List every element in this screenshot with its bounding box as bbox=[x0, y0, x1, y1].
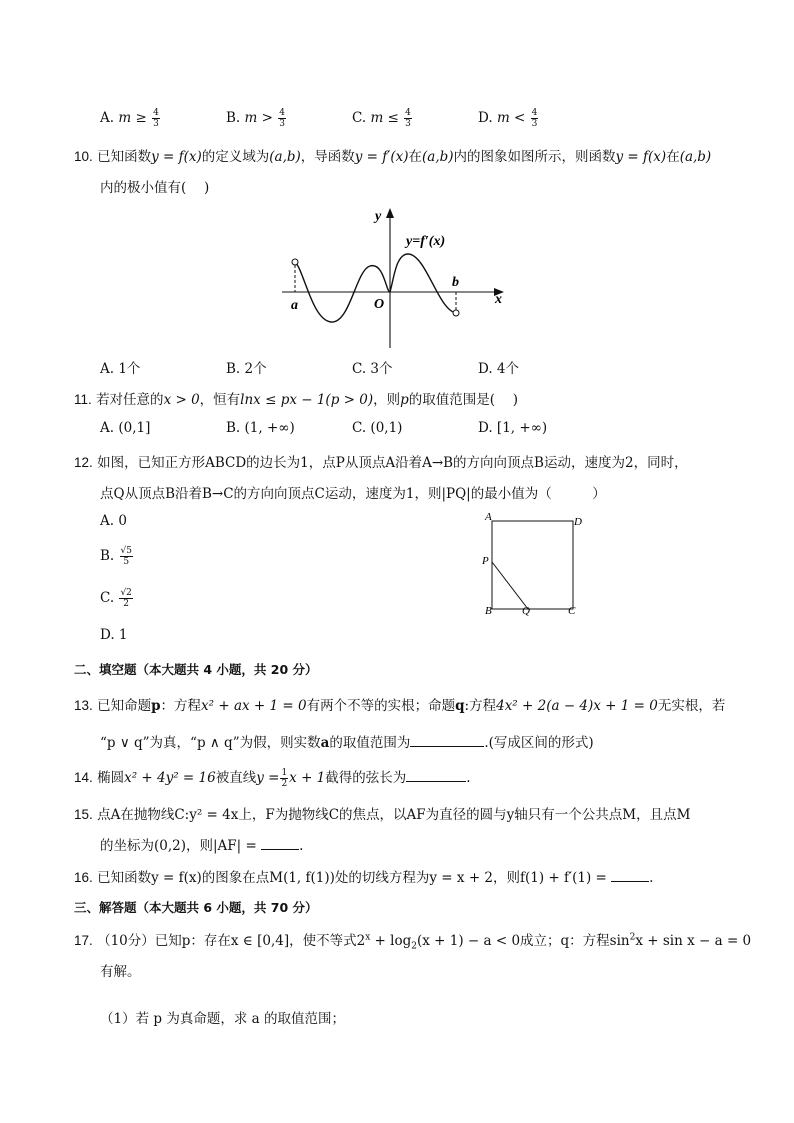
section-fill-in-title: 二、填空题（本大题共 4 小题，共 20 分） bbox=[74, 662, 318, 677]
label-Q: Q bbox=[522, 605, 530, 617]
label-a: a bbox=[291, 298, 298, 313]
option-label: B. bbox=[100, 548, 115, 564]
text: (x + 1) − a < 0成立；q：方程sin bbox=[416, 933, 630, 949]
q16-stem bbox=[74, 866, 653, 886]
numerator: √5 bbox=[120, 546, 132, 556]
text: 内的图象如图所示，则函数 bbox=[453, 149, 616, 165]
fraction bbox=[531, 108, 539, 129]
q11-option-d: D. [1, +∞) bbox=[478, 420, 548, 436]
q12-square-figure bbox=[478, 508, 588, 622]
q11-stem bbox=[74, 388, 518, 408]
text: 截得的弦长为 bbox=[325, 770, 407, 786]
text: 在 bbox=[408, 149, 422, 165]
q9-option-c bbox=[352, 108, 413, 129]
variable-m: m bbox=[496, 110, 510, 126]
fraction bbox=[120, 546, 133, 567]
square-abcd bbox=[492, 521, 573, 609]
q9-option-b bbox=[226, 108, 287, 129]
q12-option-b bbox=[100, 546, 134, 567]
q10-derivative-graph bbox=[276, 200, 516, 355]
text: 已知函数 bbox=[97, 149, 152, 165]
math-interval: (a,b) bbox=[679, 149, 712, 165]
label-B: B bbox=[485, 605, 492, 617]
q12-option-d: D. 1 bbox=[100, 627, 128, 643]
text: 已知命题 bbox=[97, 698, 152, 714]
math-q: q bbox=[455, 698, 465, 714]
q15-line2 bbox=[100, 834, 303, 854]
text: 的定义域为 bbox=[201, 149, 270, 165]
question-number: 12. bbox=[74, 455, 93, 470]
denominator: 3 bbox=[531, 119, 538, 129]
numerator: √2 bbox=[120, 588, 132, 598]
question-number: 11. bbox=[74, 392, 92, 407]
text: x + sin x − a = 0 bbox=[635, 933, 752, 949]
denominator: 3 bbox=[153, 119, 159, 129]
math-eq2: 4x² + 2(a − 4)x + 1 = 0 bbox=[496, 698, 658, 714]
q10-line1 bbox=[74, 145, 711, 165]
text: 已知函数y = f(x)的图象在点M(1, f(1))处的切线方程为y = x + 2，则f(1) + f′(1) = bbox=[97, 870, 607, 886]
section-answer-title: 三、解答题（本大题共 6 小题，共 70 分） bbox=[74, 900, 318, 915]
question-number: 13. bbox=[74, 698, 93, 713]
denominator: 2 bbox=[123, 599, 130, 609]
text: ，导函数 bbox=[300, 149, 355, 165]
math-line: y = bbox=[256, 770, 280, 786]
question-number: 14. bbox=[74, 770, 93, 785]
q12-option-c bbox=[100, 588, 134, 609]
fraction-half bbox=[280, 768, 288, 789]
numerator: 1 bbox=[281, 768, 288, 778]
answer-blank[interactable] bbox=[406, 769, 466, 782]
q14-stem bbox=[74, 766, 471, 789]
math-eq1: x² + ax + 1 = 0 bbox=[201, 698, 307, 714]
text: “p ∨ q”为真，“p ∧ q”为假，则实数 bbox=[100, 735, 321, 751]
open-endpoint-a bbox=[292, 259, 298, 265]
math-ineq: lnx ≤ px − 1(p > 0) bbox=[240, 392, 374, 408]
option-label: A. bbox=[100, 110, 115, 126]
option-label: D. bbox=[478, 110, 493, 126]
q10-option-a: A. 1个 bbox=[100, 361, 141, 377]
subscript: 2 bbox=[411, 941, 417, 952]
fraction bbox=[119, 588, 132, 609]
relation: ≥ bbox=[135, 110, 147, 126]
q12-option-a: A. 0 bbox=[100, 513, 127, 529]
q12-line1 bbox=[74, 451, 688, 471]
text: ，恒有 bbox=[199, 392, 241, 408]
text: .(写成区间的形式) bbox=[484, 735, 594, 751]
text: 若对任意的 bbox=[96, 392, 164, 408]
text: 无实根，若 bbox=[657, 698, 726, 714]
math-interval: (a,b) bbox=[269, 149, 301, 165]
q11-option-c: C. (0,1) bbox=[352, 420, 403, 436]
text: ，则 bbox=[373, 392, 401, 408]
text: 如图，已知正方形ABCD的边长为1，点P从顶点A沿着A→B的方向向顶点B运动，速度为2，同时， bbox=[97, 455, 688, 471]
text: 有两个不等的实根；命题 bbox=[306, 698, 456, 714]
relation: ≤ bbox=[387, 110, 399, 126]
label-y: y bbox=[375, 209, 382, 224]
fraction bbox=[278, 108, 286, 129]
q10-option-d: D. 4个 bbox=[478, 361, 520, 377]
text: . bbox=[299, 838, 304, 854]
math-line: x + 1 bbox=[289, 770, 326, 786]
question-number: 15. bbox=[74, 807, 93, 822]
denominator: 3 bbox=[405, 119, 411, 129]
q9-option-d bbox=[478, 108, 539, 129]
text: 的取值范围为 bbox=[329, 735, 411, 751]
curve-label: y=f′(x) bbox=[406, 234, 446, 249]
q13-line2 bbox=[100, 731, 594, 751]
option-label: B. bbox=[226, 110, 241, 126]
text: 在 bbox=[666, 149, 680, 165]
text: . bbox=[649, 870, 654, 886]
question-number: 16. bbox=[74, 870, 93, 885]
q9-option-a bbox=[100, 108, 161, 129]
text: （10分）已知p：存在x ∈ [0,4]，使不等式2 bbox=[97, 933, 366, 949]
numerator: 4 bbox=[531, 108, 538, 118]
math-a: a bbox=[320, 735, 330, 751]
label-A: A bbox=[485, 511, 492, 523]
y-axis-arrow bbox=[386, 208, 394, 218]
denominator: 2 bbox=[281, 779, 288, 789]
q12-line2: 点Q从顶点B沿着B→C的方向向顶点C运动，速度为1，则|PQ|的最小值为（ ） bbox=[100, 486, 606, 502]
q13-line1 bbox=[74, 694, 725, 714]
text: 被直线 bbox=[215, 770, 257, 786]
math-ellipse: x² + 4y² = 16 bbox=[124, 770, 216, 786]
variable-m: m bbox=[370, 110, 384, 126]
answer-blank[interactable] bbox=[611, 869, 649, 882]
superscript: x bbox=[365, 932, 371, 943]
math-p: p bbox=[151, 698, 161, 714]
text: 椭圆 bbox=[97, 770, 125, 786]
text: + log bbox=[370, 933, 412, 949]
text: 的取值范围是( ) bbox=[408, 392, 519, 408]
option-label: C. bbox=[352, 110, 367, 126]
math-cond: x > 0 bbox=[163, 392, 200, 408]
q10-option-c: C. 3个 bbox=[352, 361, 393, 377]
q10-option-b: B. 2个 bbox=[226, 361, 267, 377]
q11-option-a: A. (0,1] bbox=[100, 420, 151, 436]
numerator: 4 bbox=[153, 108, 159, 118]
math-interval: (a,b) bbox=[422, 149, 454, 165]
fraction bbox=[404, 108, 412, 129]
denominator: 3 bbox=[279, 119, 285, 129]
variable-m: m bbox=[118, 110, 132, 126]
q17-line1 bbox=[74, 929, 751, 952]
label-x: x bbox=[495, 292, 502, 307]
text: 的坐标为(0,2)，则|AF| = bbox=[100, 838, 257, 854]
text: 点A在抛物线C:y² = 4x上，F为抛物线C的焦点，以AF为直径的圆与y轴只有一个公共点M，且点M bbox=[97, 807, 691, 823]
segment-pq bbox=[492, 562, 528, 609]
math-var: p bbox=[400, 392, 409, 408]
q17-line2: 有解。 bbox=[100, 964, 141, 980]
numerator: 4 bbox=[405, 108, 411, 118]
text: :方程 bbox=[464, 698, 497, 714]
label-P: P bbox=[482, 555, 489, 567]
math-fx: y = f(x) bbox=[615, 149, 667, 165]
math-dfx: y = f′(x) bbox=[354, 149, 409, 165]
answer-blank[interactable] bbox=[261, 837, 299, 850]
label-origin: O bbox=[374, 297, 385, 312]
numerator: 4 bbox=[279, 108, 285, 118]
label-D: D bbox=[574, 516, 582, 528]
text: . bbox=[466, 770, 471, 786]
option-label: C. bbox=[100, 590, 115, 606]
q15-line1 bbox=[74, 803, 690, 823]
math-fx: y = f(x) bbox=[151, 149, 202, 165]
fraction bbox=[152, 108, 160, 129]
answer-blank[interactable] bbox=[410, 734, 484, 747]
q17-part1: （1）若 p 为真命题，求 a 的取值范围； bbox=[100, 1011, 345, 1027]
relation: < bbox=[514, 110, 526, 126]
denominator: 5 bbox=[123, 557, 130, 567]
label-C: C bbox=[568, 605, 576, 617]
question-number: 10. bbox=[74, 149, 93, 164]
relation: > bbox=[261, 110, 273, 126]
question-number: 17. bbox=[74, 933, 93, 948]
open-endpoint-b bbox=[453, 310, 459, 316]
superscript: 2 bbox=[629, 932, 636, 943]
q11-option-b: B. (1, +∞) bbox=[226, 420, 295, 436]
variable-m: m bbox=[244, 110, 258, 126]
text: ：方程 bbox=[160, 698, 202, 714]
q10-line2: 内的极小值有( ) bbox=[100, 180, 210, 196]
label-b: b bbox=[452, 275, 459, 290]
